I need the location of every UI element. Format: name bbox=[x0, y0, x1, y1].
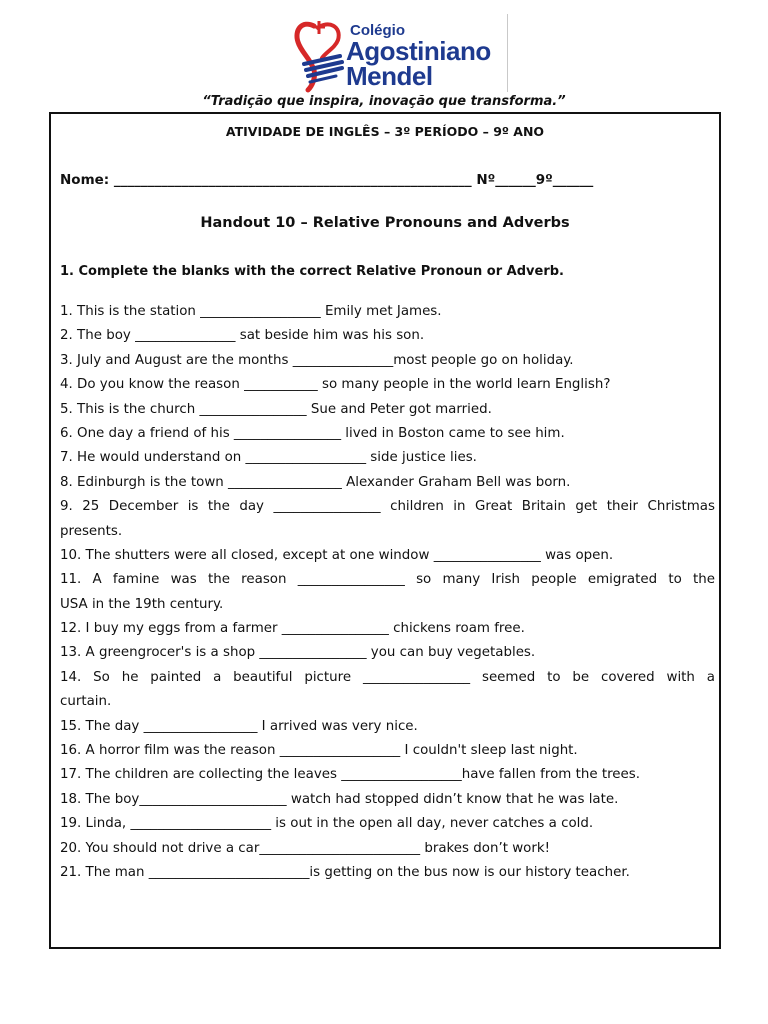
exercise-line: 10. The shutters were all closed, except at one window ________________ was open. bbox=[60, 547, 614, 563]
exercise-line: 15. The day _________________ I arrived was very nice. bbox=[60, 718, 418, 734]
exercise-line: 6. One day a friend of his ________________ lived in Boston came to see him. bbox=[60, 425, 565, 441]
activity-title: ATIVIDADE DE INGLÊS – 3º PERÍODO – 9º ANO bbox=[225, 124, 545, 139]
school-tagline: “Tradição que inspira, inovação que transforma.” bbox=[202, 94, 566, 109]
exercise-items bbox=[60, 300, 715, 885]
exercise-instruction: 1. Complete the blanks with the correct Relative Pronoun or Adverb. bbox=[60, 264, 564, 279]
student-name-field: Nome: _____________________________________________________ Nº______9º______ bbox=[60, 172, 594, 188]
school-logo-icon bbox=[292, 18, 348, 94]
exercise-line: curtain. bbox=[60, 694, 112, 710]
logo-name-line1: Agostiniano bbox=[346, 36, 491, 66]
exercise-line: 17. The children are collecting the leaves __________________have fallen from the trees. bbox=[60, 767, 641, 783]
exercise-line: 18. The boy______________________ watch had stopped didn’t know that he was late. bbox=[60, 791, 619, 807]
exercise-line: 8. Edinburgh is the town _________________ Alexander Graham Bell was born. bbox=[60, 474, 571, 490]
handout-title: Handout 10 – Relative Pronouns and Adverbs bbox=[200, 215, 570, 231]
school-logo-text bbox=[346, 22, 491, 89]
logo-name-line2: Mendel bbox=[346, 61, 433, 91]
logo-divider bbox=[507, 14, 508, 92]
exercise-line: 20. You should not drive a car________________________ brakes don’t work! bbox=[60, 840, 550, 856]
exercise-line: 5. This is the church ________________ Sue and Peter got married. bbox=[60, 401, 492, 417]
exercise-line: 16. A horror film was the reason __________________ I couldn't sleep last night. bbox=[60, 743, 578, 759]
exercise-line: USA in the 19th century. bbox=[60, 596, 224, 612]
exercise-line: 11. A famine was the reason ________________ so many Irish people emigrated to the bbox=[60, 572, 715, 588]
exercise-line: 13. A greengrocer's is a shop ________________ you can buy vegetables. bbox=[60, 645, 536, 661]
exercise-line: presents. bbox=[60, 523, 123, 539]
exercise-line: 7. He would understand on __________________ side justice lies. bbox=[60, 450, 477, 466]
exercise-line: 9. 25 December is the day ________________ children in Great Britain get their Christmas bbox=[60, 499, 715, 515]
exercise-line: 4. Do you know the reason ___________ so many people in the world learn English? bbox=[60, 377, 611, 393]
logo-small-text: Colégio bbox=[350, 22, 405, 39]
school-header bbox=[0, 0, 768, 112]
worksheet-frame bbox=[49, 112, 721, 949]
exercise-line: 1. This is the station __________________ Emily met James. bbox=[60, 304, 442, 319]
exercise-line: 12. I buy my eggs from a farmer ________________ chickens roam free. bbox=[60, 621, 525, 637]
exercise-line: 21. The man ________________________is getting on the bus now is our history teacher. bbox=[60, 864, 630, 880]
exercise-line: 19. Linda, _____________________ is out in the open all day, never catches a cold. bbox=[60, 816, 594, 832]
exercise-line: 2. The boy _______________ sat beside him was his son. bbox=[60, 328, 425, 344]
exercise-line: 3. July and August are the months _______________most people go on holiday. bbox=[60, 352, 574, 368]
exercise-line: 14. So he painted a beautiful picture ________________ seemed to be covered with a bbox=[60, 669, 715, 685]
